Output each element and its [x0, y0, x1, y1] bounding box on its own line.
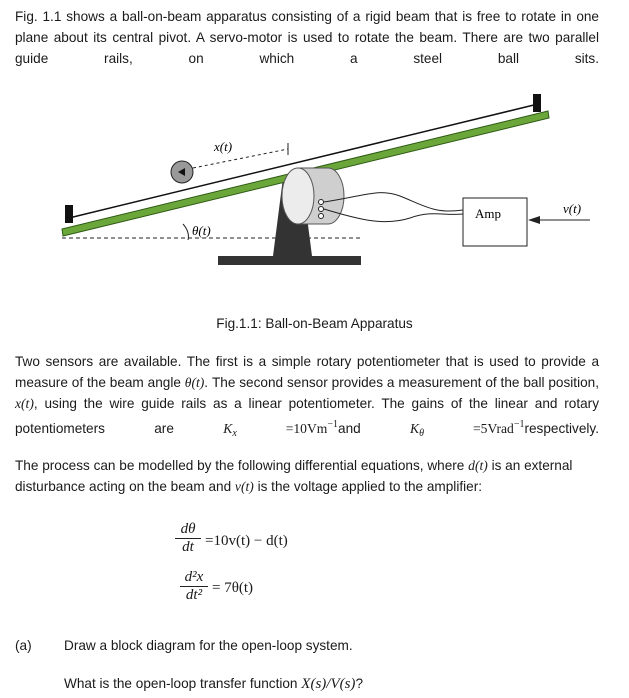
sensors-text-1: Two sensors are available. The first is a simple rotary potentiometer that is used to provide a measure of the beam angle — [15, 354, 599, 390]
part-a-question — [64, 676, 363, 693]
eq1-rhs: =10v(t) − d(t) — [205, 533, 288, 549]
sensors-and: and — [338, 421, 411, 436]
ball-on-beam-figure — [0, 78, 629, 278]
eq2-rhs: = 7θ(t) — [212, 580, 254, 596]
sensors-x: x(t) — [15, 396, 34, 411]
kx-symbol: K — [223, 421, 233, 436]
motor-terminal-2 — [319, 207, 324, 212]
kx-gain — [223, 419, 339, 439]
part-a-question-text: What is the open-loop transfer function — [64, 676, 302, 691]
model-text-2: is an external disturbance acting on the beam and — [15, 458, 573, 494]
cable-upper — [324, 193, 463, 211]
eq1-fraction — [175, 521, 201, 556]
kx-exponent: −1 — [327, 419, 339, 430]
model-v: v(t) — [234, 479, 254, 494]
sensors-paragraph — [15, 351, 599, 465]
part-a-question-mark: ? — [355, 676, 363, 691]
sensors-text-2: . The second sensor provides a measurement of the ball position, — [204, 375, 599, 390]
model-paragraph — [15, 455, 599, 497]
model-text-3: is the voltage applied to the amplifier: — [253, 479, 483, 494]
kt-gain — [410, 419, 525, 439]
kx-subscript: x — [232, 428, 237, 439]
theta-label: θ(t) — [192, 223, 211, 238]
model-text-1: The process can be modelled by the following differential equations, where — [15, 458, 469, 473]
kt-exponent: −1 — [513, 419, 525, 430]
right-end-stop — [533, 94, 541, 112]
motor-terminal-1 — [319, 200, 324, 205]
sensors-text-3: , using the wire guide rails as a linear potentiometer. The gains of the linear and rotary potentiometers are — [15, 396, 599, 436]
transfer-function: X(s)/V(s) — [301, 676, 356, 692]
motor-face — [282, 168, 314, 224]
eq1-numerator: dθ — [180, 521, 196, 537]
sensors-theta: θ(t) — [184, 375, 205, 390]
kt-symbol: K — [410, 421, 420, 436]
kt-subscript: θ — [419, 428, 425, 439]
amp-label: Amp — [475, 206, 501, 221]
motor-terminal-3 — [319, 214, 324, 219]
x-dimension-line — [193, 149, 288, 168]
base-plate — [218, 256, 361, 265]
part-a-label: (a) — [15, 638, 32, 653]
part-a-instruction: Draw a block diagram for the open-loop system. — [64, 638, 353, 653]
model-d: d(t) — [468, 458, 488, 473]
kx-value: =10Vm — [236, 421, 328, 436]
eq2-fraction — [180, 569, 208, 604]
figure-caption: Fig.1.1: Ball-on-Beam Apparatus — [216, 316, 413, 331]
left-end-stop — [65, 205, 73, 223]
input-arrowhead-icon — [528, 216, 540, 224]
intro-text: Fig. 1.1 shows a ball-on-beam apparatus consisting of a rigid beam that is free to rotate in one plane about its central pivot. A servo-motor is used to rotate the beam. There are two parallel guide rails, on which a steel ball sits. — [15, 9, 599, 66]
kt-value: =5Vrad — [424, 421, 514, 436]
sensors-end: respectively. — [524, 421, 599, 436]
v-label: v(t) — [563, 201, 582, 216]
x-label: x(t) — [214, 139, 233, 154]
eq2-denominator: dt² — [185, 587, 203, 603]
eq1-denominator: dt — [182, 539, 194, 555]
eq2-numerator: d²x — [184, 569, 204, 585]
